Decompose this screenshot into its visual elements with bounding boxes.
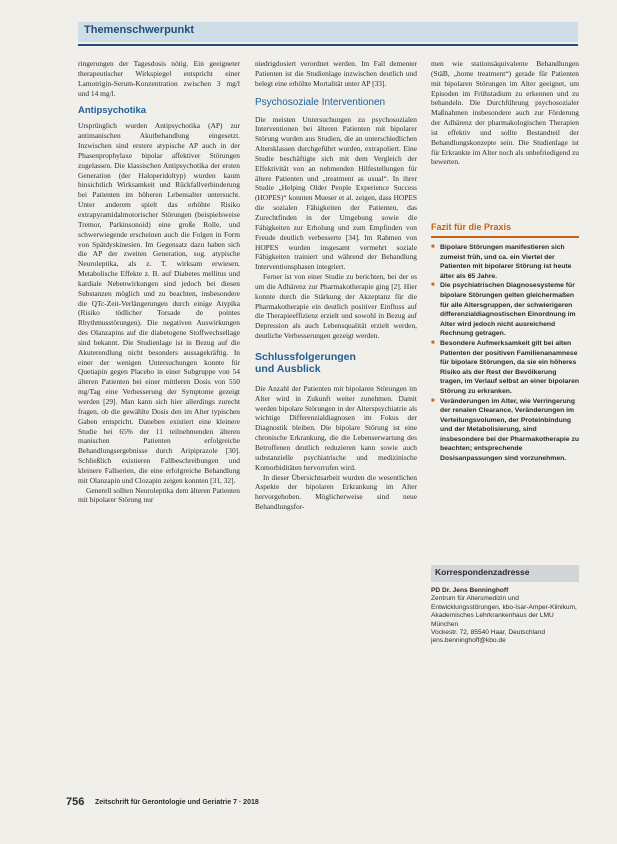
col3-paragraph-1: men wie stationsäquivalente Behandlungen (StäB, „home treatment“) gerade für Patienten mit bipolaren Störungen im Alter geeignet, um Episoden im Frühstadium zu erkennen und zu behandeln. Die Durchführung psychosozialer Maßnahmen insbesondere auch zur Förderung der Adhärenz der pharmakologischen Therapien ist effektiv und sollte Bestandteil der Behandlungskonzepte sein. Die Studienlage ist für Erkrankte im Alter noch als unbefriedigend zu bewerten. bbox=[431, 59, 579, 167]
fazit-item: ■ Besondere Aufmerksamkeit gilt bei alten Patienten der positiven Familienanamnese für bipolare Störungen, da sie ein höheres Risiko als der Rest der Bevölkerung tragen, im Verlauf selbst an einer bipolaren Störung zu erkranken. bbox=[431, 339, 579, 397]
email-address: jens.benninghoff@kbo.de bbox=[431, 637, 506, 645]
section-title: Themenschwerpunkt bbox=[84, 24, 195, 36]
author-name: PD Dr. Jens Benninghoff bbox=[431, 587, 509, 594]
column-2 bbox=[255, 59, 417, 512]
address-line: Zentrum für Altersmedizin und Entwicklungsstörungen, kbo-Isar-Amper-Klinikum, bbox=[431, 595, 577, 611]
col1-paragraph-2: Ursprünglich wurden Antipsychotika (AP) zur antimanischen Akutbehandlung eingesetzt. Inzwischen sind erstere atypische AP auch in der Phasenprophylaxe bipolar affektiver Störungen zugelassen. Die klassischen Antipsychotika der ersten Generation (der Haloperidoltyp) wurden kaum hinsichtlich Wirksamkeit und Rückfallverhinderung bei Patienten im höheren Lebensalter untersucht. Unter anderem spielt das erhöhte Risiko extrapyramidalmotorischer Störungen (beispielsweise Tremor, Parkinsonoid) eine große Rolle, und schwerwiegende erscheinen auch die Folgen in Form von Spätdyskinesien. Im Gegensatz dazu haben sich die AP der zweiten Generation, sog. atypische Neuroleptika, als z. T. wirksam erwiesen. Metabolische Effekte z. B. auf Diabetes mellitus und kardiale Nebenwirkungen sind jedoch bei diesen Substanzen möglich und zu beachten, insbesondere die QTc-Zeit-Verlängerungen durch einige Atypika (Risiko tödlicher Torsade de pointes Rhythmusstörungen). Die negativen Auswirkungen des Olanzapins auf die diabetogene Stoffwechsellage sind bekannt. Die Studienlage ist in Bezug auf die Akuterendlung nicht besonders aussagekräftig. In einer der wenigen Untersuchungen konnte für Quetiapin gegen Placebo in einer Subgruppe von 54 älteren Patienten bei einer mittleren Dosis von 550 mg/Tag eine Verbesserung der Symptome gezeigt werden [29]. Man kann sich hier allerdings zurecht fragen, ob die gewählte Dosis den im Alter typischen Gaben entspricht. Daneben existiert eine kleinere Studie bei 65% der 11 teilnehmenden älteren manischen Patienten erfolgreiche Behandlungsergebnisse durch Aripiprazole [30]. Schließlich existieren Fallbeschreibungen und kleinere Fallserien, die eine erfolgreiche Behandlung mit Olanzapin und Clozapin zeigen konnten [31, 32]. bbox=[78, 121, 240, 485]
col1-paragraph-3: Generell sollten Neuroleptika dem älteren Patienten mit bipolarer Störung nur bbox=[78, 485, 240, 505]
address-line: Vockestr. 72, 85540 Haar, Deutschland bbox=[431, 629, 545, 637]
journal-footer: Zeitschrift für Gerontologie und Geriatrie 7 · 2018 bbox=[95, 799, 259, 806]
col2-paragraph-4: Die Anzahl der Patienten mit bipolaren Störungen im Alter wird in Zukunft weiter zunehmen. Damit werden bipolare Störungen in der Alterspsychiatrie als wichtige Differenzialdiagnosen im Fokus der Diagnostik bleiben. Die bipolare Störung ist eine chronische Erkrankung, die die Lebenserwartung des Betroffenen deutlich reduzieren kann sowie auch substanzielle psychiatrische und medizinische Komorbiditäten hervorrufen wird. bbox=[255, 383, 417, 472]
col2-paragraph-1: niedrigdosiert verordnet werden. Im Fall dementer Patienten ist die Studienlage inzwischen deutlich und belegt eine erhöhte Mortalität unter AP [33]. bbox=[255, 59, 417, 88]
col2-paragraph-5: In dieser Übersichtsarbeit wurden die wesentlichen Aspekte der bipolaren Erkrankung im Alter hervorgehoben. Möglicherweise sind neue Behandlungsfor- bbox=[255, 472, 417, 512]
column-1 bbox=[78, 59, 240, 505]
page-number: 756 bbox=[66, 796, 85, 808]
fazit-heading: Fazit für die Praxis bbox=[431, 222, 512, 232]
fazit-rule bbox=[431, 236, 579, 238]
header-rule bbox=[78, 44, 578, 46]
heading-psychosoziale-interventionen: Psychosoziale Interventionen bbox=[255, 96, 386, 108]
heading-antipsychotika: Antipsychotika bbox=[78, 105, 147, 117]
heading-schlussfolgerungen-line-2: und Ausblick bbox=[255, 363, 321, 376]
korrespondenz-address bbox=[431, 587, 579, 646]
fazit-list bbox=[431, 243, 579, 464]
col1-paragraph-1: ringerungen der Tagesdosis nötig. Ein geeigneter therapeutischer Wirkspiegel entspricht einer Lamotrigin-Serum-Konzentration zwischen 3 mg/l und 14 mg/l. bbox=[78, 59, 240, 98]
col2-paragraph-2: Die meisten Untersuchungen zu psychosozialen Interventionen bei älteren Patienten mit bipolarer Störung wurden aus Studien, die an unterschiedlichen Altersklassen durchgeführt wurden, extrapoliert. Eine Studie beschäftigte sich mit dem Vergleich der Effektivität von an nehmenden Hilfestellungen für ältere Patienten und „treatment as usual“. In ihrer Studie „Helping Older People Experience Success (HOPES)“ konnten Mueser et al. zeigen, dass HOPES die sozialen Fähigkeiten der Patienten, das Zurechtfinden in der Umgebung sowie die Fähigkeiten zur Erholung und zum Empfinden von Freude deutlich verbesserte [34]. Im Rahmen von HOPES wurden insgesamt vermehrt soziale Fähigkeiten trainiert und während der Behandlung Interventionsphasen integriert. bbox=[255, 114, 417, 272]
col2-paragraph-3: Ferner ist von einer Studie zu berichten, bei der es um die Adhärenz zur Pharmakotherapie ging [2]. Hier konnte durch die Stärkung der Akzeptanz für die Pharmakotherapie ein deutlich positiver Einfluss auf die Therapieeffizienz erzielt und sowohl in Bezug auf Depression als auch Lebensqualität erzielt werden, deutliche Verbesserungen gezeigt werden. bbox=[255, 272, 417, 341]
heading-schlussfolgerungen-line-1: Schlussfolgerungen bbox=[255, 350, 356, 363]
address-line: Akademisches Lehrkrankenhaus der LMU München bbox=[431, 612, 554, 628]
column-3 bbox=[431, 59, 579, 167]
heading-schlussfolgerungen bbox=[255, 351, 417, 376]
fazit-item: ■ Bipolare Störungen manifestieren sich zumeist früh, und ca. ein Viertel der Patienten mit bipolarer Störung ist heute älter als 65 Jahre. bbox=[431, 243, 579, 281]
korrespondenz-heading: Korrespondenzadresse bbox=[435, 567, 530, 577]
fazit-item: ■ Veränderungen im Alter, wie Verringerung der renalen Clearance, Veränderungen im Verteilungsvolumen, der Proteinbindung und der Metabolisierung, sind insbesondere bei der Pharmakotherapie zu beachten; entsprechende Dosisanpassungen sind vorzunehmen. bbox=[431, 397, 579, 464]
fazit-item: ■ Die psychiatrischen Diagnosesysteme für bipolare Störungen gelten gleichermaßen für alle Altersgruppen, der schwierigeren differenzialdiagnostischen Einordnung im Alter wird jedoch nicht ausreichend Rechnung getragen. bbox=[431, 281, 579, 339]
